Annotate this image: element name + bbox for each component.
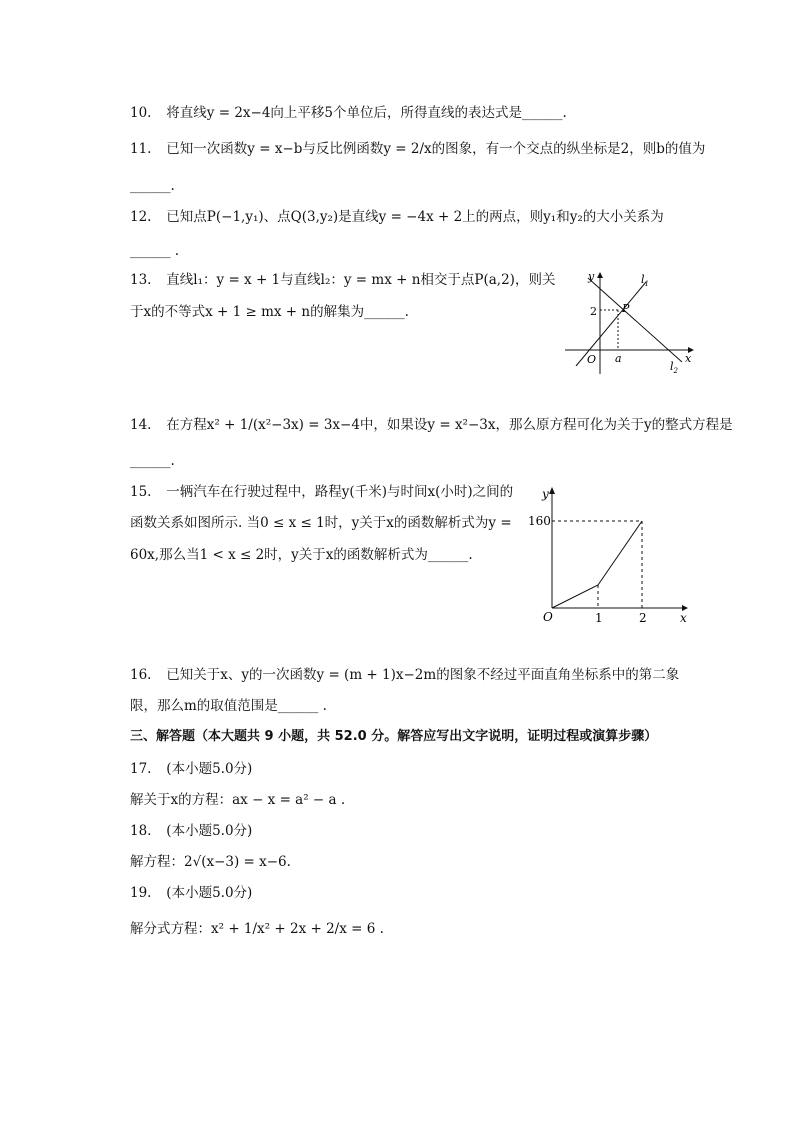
answer-blank: ______ . xyxy=(130,243,180,259)
problem-17-header xyxy=(130,760,252,778)
problem-number: 14. xyxy=(130,417,152,433)
section-heading: 三、解答题（本大题共 9 小题，共 52.0 分。解答应写出文字说明，证明过程或演算步骤） xyxy=(130,729,658,744)
problem-text: 在方程x² + 1/(x²−3x) = 3x−4中，如果设y = x²−3x，那么原方程可化为关于y的整式方程是 xyxy=(166,417,733,433)
problem-15-line2 xyxy=(130,514,512,532)
problem-text: 一辆汽车在行驶过程中，路程y(千米)与时间x(小时)之间的 xyxy=(166,484,514,500)
answer-blank: ______. xyxy=(130,453,175,469)
problem-number: 13. xyxy=(130,272,152,288)
problem-14-line2 xyxy=(130,452,175,470)
y-axis-label: y xyxy=(588,270,595,283)
problem-number: 17. xyxy=(130,761,152,777)
problem-text: 已知关于x、y的一次函数y = (m + 1)x−2m的图象不经过平面直角坐标系中的第二象 xyxy=(166,667,680,683)
problem-number: 12. xyxy=(130,209,152,225)
problem-10 xyxy=(130,104,567,122)
problem-19-header xyxy=(130,884,252,902)
tick-160-label: 160 xyxy=(528,514,551,528)
problem-number: 15. xyxy=(130,484,152,500)
problem-14 xyxy=(130,416,733,434)
problem-17 xyxy=(130,791,345,809)
problem-number: 18. xyxy=(130,823,152,839)
problem-16-line2 xyxy=(130,697,327,715)
tick-a-label: a xyxy=(615,352,622,365)
y-axis-arrow xyxy=(597,272,603,278)
tick-1-label: 1 xyxy=(595,611,603,625)
problem-19 xyxy=(130,920,384,938)
x-axis-label: x xyxy=(685,352,692,365)
problem-text: 解方程：2√(x−3) = x−6. xyxy=(130,854,291,870)
problem-11 xyxy=(130,140,705,158)
point-p-label: P xyxy=(622,302,630,315)
problem-13 xyxy=(130,271,555,289)
answer-blank: ______. xyxy=(130,178,175,194)
problem-score: (本小题5.0分) xyxy=(166,885,253,901)
problem-text: 限，那么m的取值范围是______ . xyxy=(130,698,327,714)
y-axis-arrow xyxy=(549,487,555,494)
problem-text: 解关于x的方程：ax − x = a² − a . xyxy=(130,792,346,808)
problem-number: 16. xyxy=(130,667,152,683)
problem-text: 直线l₁：y = x + 1与直线l₂：y = mx + n相交于点P(a,2)，则关 xyxy=(166,272,556,288)
origin-label: O xyxy=(587,353,597,366)
problem-text: 于x的不等式x + 1 ≥ mx + n的解集为______. xyxy=(130,304,409,320)
line-l2 xyxy=(588,278,682,362)
problem-15 xyxy=(130,483,513,501)
problem-18-header xyxy=(130,822,252,840)
problem-16 xyxy=(130,666,679,684)
origin-label: O xyxy=(543,610,553,624)
problem-text: 将直线y = 2x−4向上平移5个单位后，所得直线的表达式是______. xyxy=(166,105,567,121)
x-axis-label: x xyxy=(680,611,687,625)
problem-text: 已知点P(−1,y₁)、点Q(3,y₂)是直线y = −4x + 2上的两点，则y₁和y₂的大小关系为 xyxy=(166,209,664,225)
distance-time-line xyxy=(552,521,642,608)
figure-15-graph xyxy=(528,482,698,628)
problem-11-line2 xyxy=(130,177,175,195)
problem-number: 10. xyxy=(130,105,152,121)
problem-score: (本小题5.0分) xyxy=(166,823,253,839)
problem-15-line3 xyxy=(130,546,473,564)
problem-text: 函数关系如图所示. 当0 ≤ x ≤ 1时，y关于x的函数解析式为y = xyxy=(130,515,512,531)
problem-18 xyxy=(130,853,291,871)
problem-text: 解分式方程：x² + 1/x² + 2x + 2/x = 6 . xyxy=(130,921,384,937)
l2-label: $l_2$ xyxy=(670,360,678,375)
problem-13-line2 xyxy=(130,303,409,321)
tick-2-label: 2 xyxy=(590,305,597,318)
problem-score: (本小题5.0分) xyxy=(166,761,253,777)
problem-12-line2 xyxy=(130,242,179,260)
tick-2-label: 2 xyxy=(639,611,647,625)
problem-12 xyxy=(130,208,664,226)
figure-13-graph xyxy=(560,266,700,378)
problem-text: 已知一次函数y = x−b与反比例函数y = 2/x的图象，有一个交点的纵坐标是2，则b的值为 xyxy=(166,141,706,157)
y-axis-label: y xyxy=(542,487,549,501)
problem-number: 11. xyxy=(130,141,152,157)
l1-label: $l_1$ xyxy=(641,273,649,288)
problem-text: 60x,那么当1 < x ≤ 2时，y关于x的函数解析式为______. xyxy=(130,547,473,563)
problem-number: 19. xyxy=(130,885,152,901)
